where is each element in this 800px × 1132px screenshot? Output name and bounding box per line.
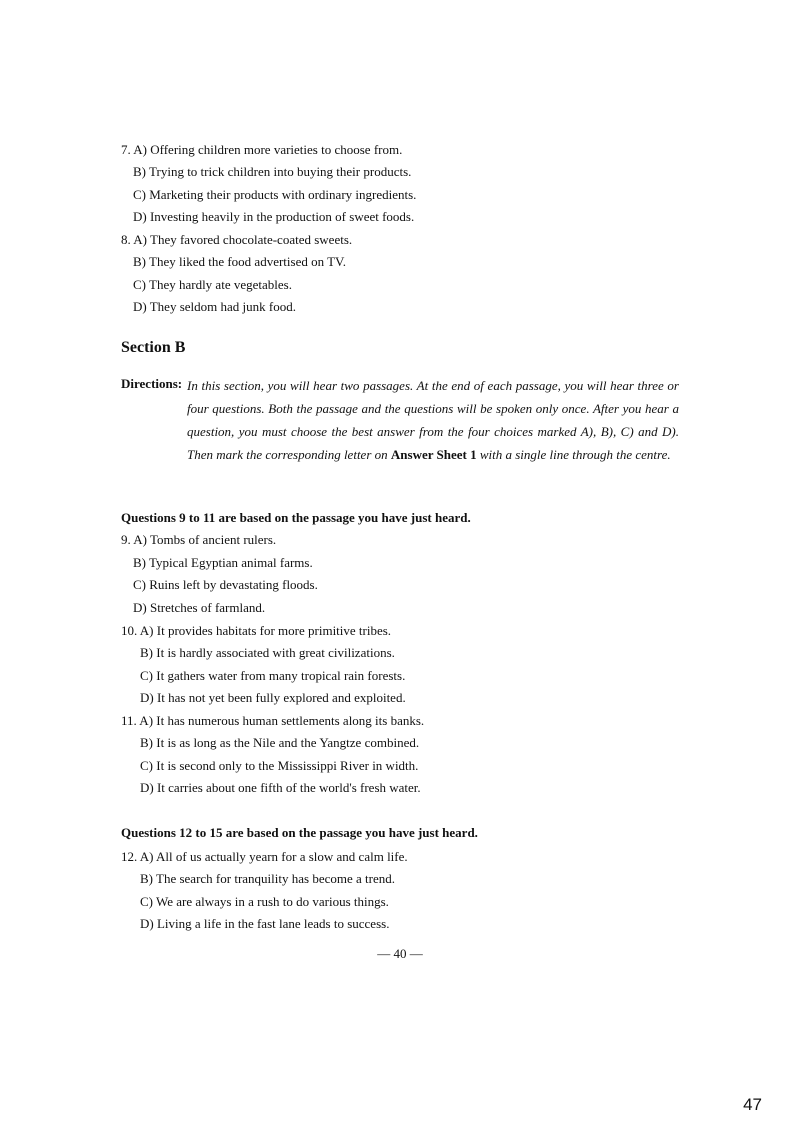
q11-option-d: D) It carries about one fifth of the world's fresh water. <box>140 780 421 795</box>
q11-option-b: B) It is as long as the Nile and the Yangtze combined. <box>140 735 420 750</box>
q12-option-d: D) Living a life in the fast lane leads to success. <box>140 916 390 931</box>
q7-stem: 7. A) Offering children more varieties to choose from. <box>121 142 403 157</box>
answer-sheet-ref: Answer Sheet 1 <box>390 447 477 462</box>
q10-stem: 10. A) It provides habitats for more primitive tribes. <box>121 623 392 638</box>
q9-option-c: C) Ruins left by devastating floods. <box>133 577 318 592</box>
q8-option-c: C) They hardly ate vegetables. <box>133 277 292 292</box>
group2-heading: Questions 12 to 15 are based on the passage you have just heard. <box>121 825 478 840</box>
q9-option-d: D) Stretches of farmland. <box>133 600 266 615</box>
q12-stem: 12. A) All of us actually yearn for a slow and calm life. <box>121 849 408 864</box>
q10-option-b: B) It is hardly associated with great civilizations. <box>140 645 395 660</box>
sheet-number: 47 <box>743 1095 762 1114</box>
q7-option-c: C) Marketing their products with ordinary ingredients. <box>133 187 417 202</box>
q10-option-c: C) It gathers water from many tropical rain forests. <box>140 668 406 683</box>
q12-option-c: C) We are always in a rush to do various things. <box>140 894 389 909</box>
directions-text <box>121 374 679 466</box>
directions-part-1: In this section, you will hear two passages. At the end of each passage, you will hear three or four questions. Both the passage and the questions will be spoken only once. After you hear a question, you must choose the best answer from the four choices marked A), B), C) and D). Then mark the corresponding letter on <box>187 378 679 462</box>
q8-option-d: D) They seldom had junk food. <box>133 299 296 314</box>
q7-option-b: B) Trying to trick children into buying their products. <box>133 164 412 179</box>
q7-option-d: D) Investing heavily in the production of sweet foods. <box>133 209 415 224</box>
page-number: — 40 — <box>377 946 423 961</box>
q11-stem: 11. A) It has numerous human settlements along its banks. <box>121 713 425 728</box>
section-b-title: Section B <box>121 339 186 356</box>
q8-option-b: B) They liked the food advertised on TV. <box>133 254 347 269</box>
q9-option-b: B) Typical Egyptian animal farms. <box>133 555 313 570</box>
q11-option-c: C) It is second only to the Mississippi River in width. <box>140 758 419 773</box>
q8-stem: 8. A) They favored chocolate-coated sweets. <box>121 232 353 247</box>
directions-label: Directions: <box>121 376 183 391</box>
directions-part-2: with a single line through the centre. <box>479 447 671 462</box>
q12-option-b: B) The search for tranquility has become a trend. <box>140 871 395 886</box>
q9-stem: 9. A) Tombs of ancient rulers. <box>121 532 277 547</box>
q10-option-d: D) It has not yet been fully explored and exploited. <box>140 690 406 705</box>
group1-heading: Questions 9 to 11 are based on the passage you have just heard. <box>121 510 471 525</box>
